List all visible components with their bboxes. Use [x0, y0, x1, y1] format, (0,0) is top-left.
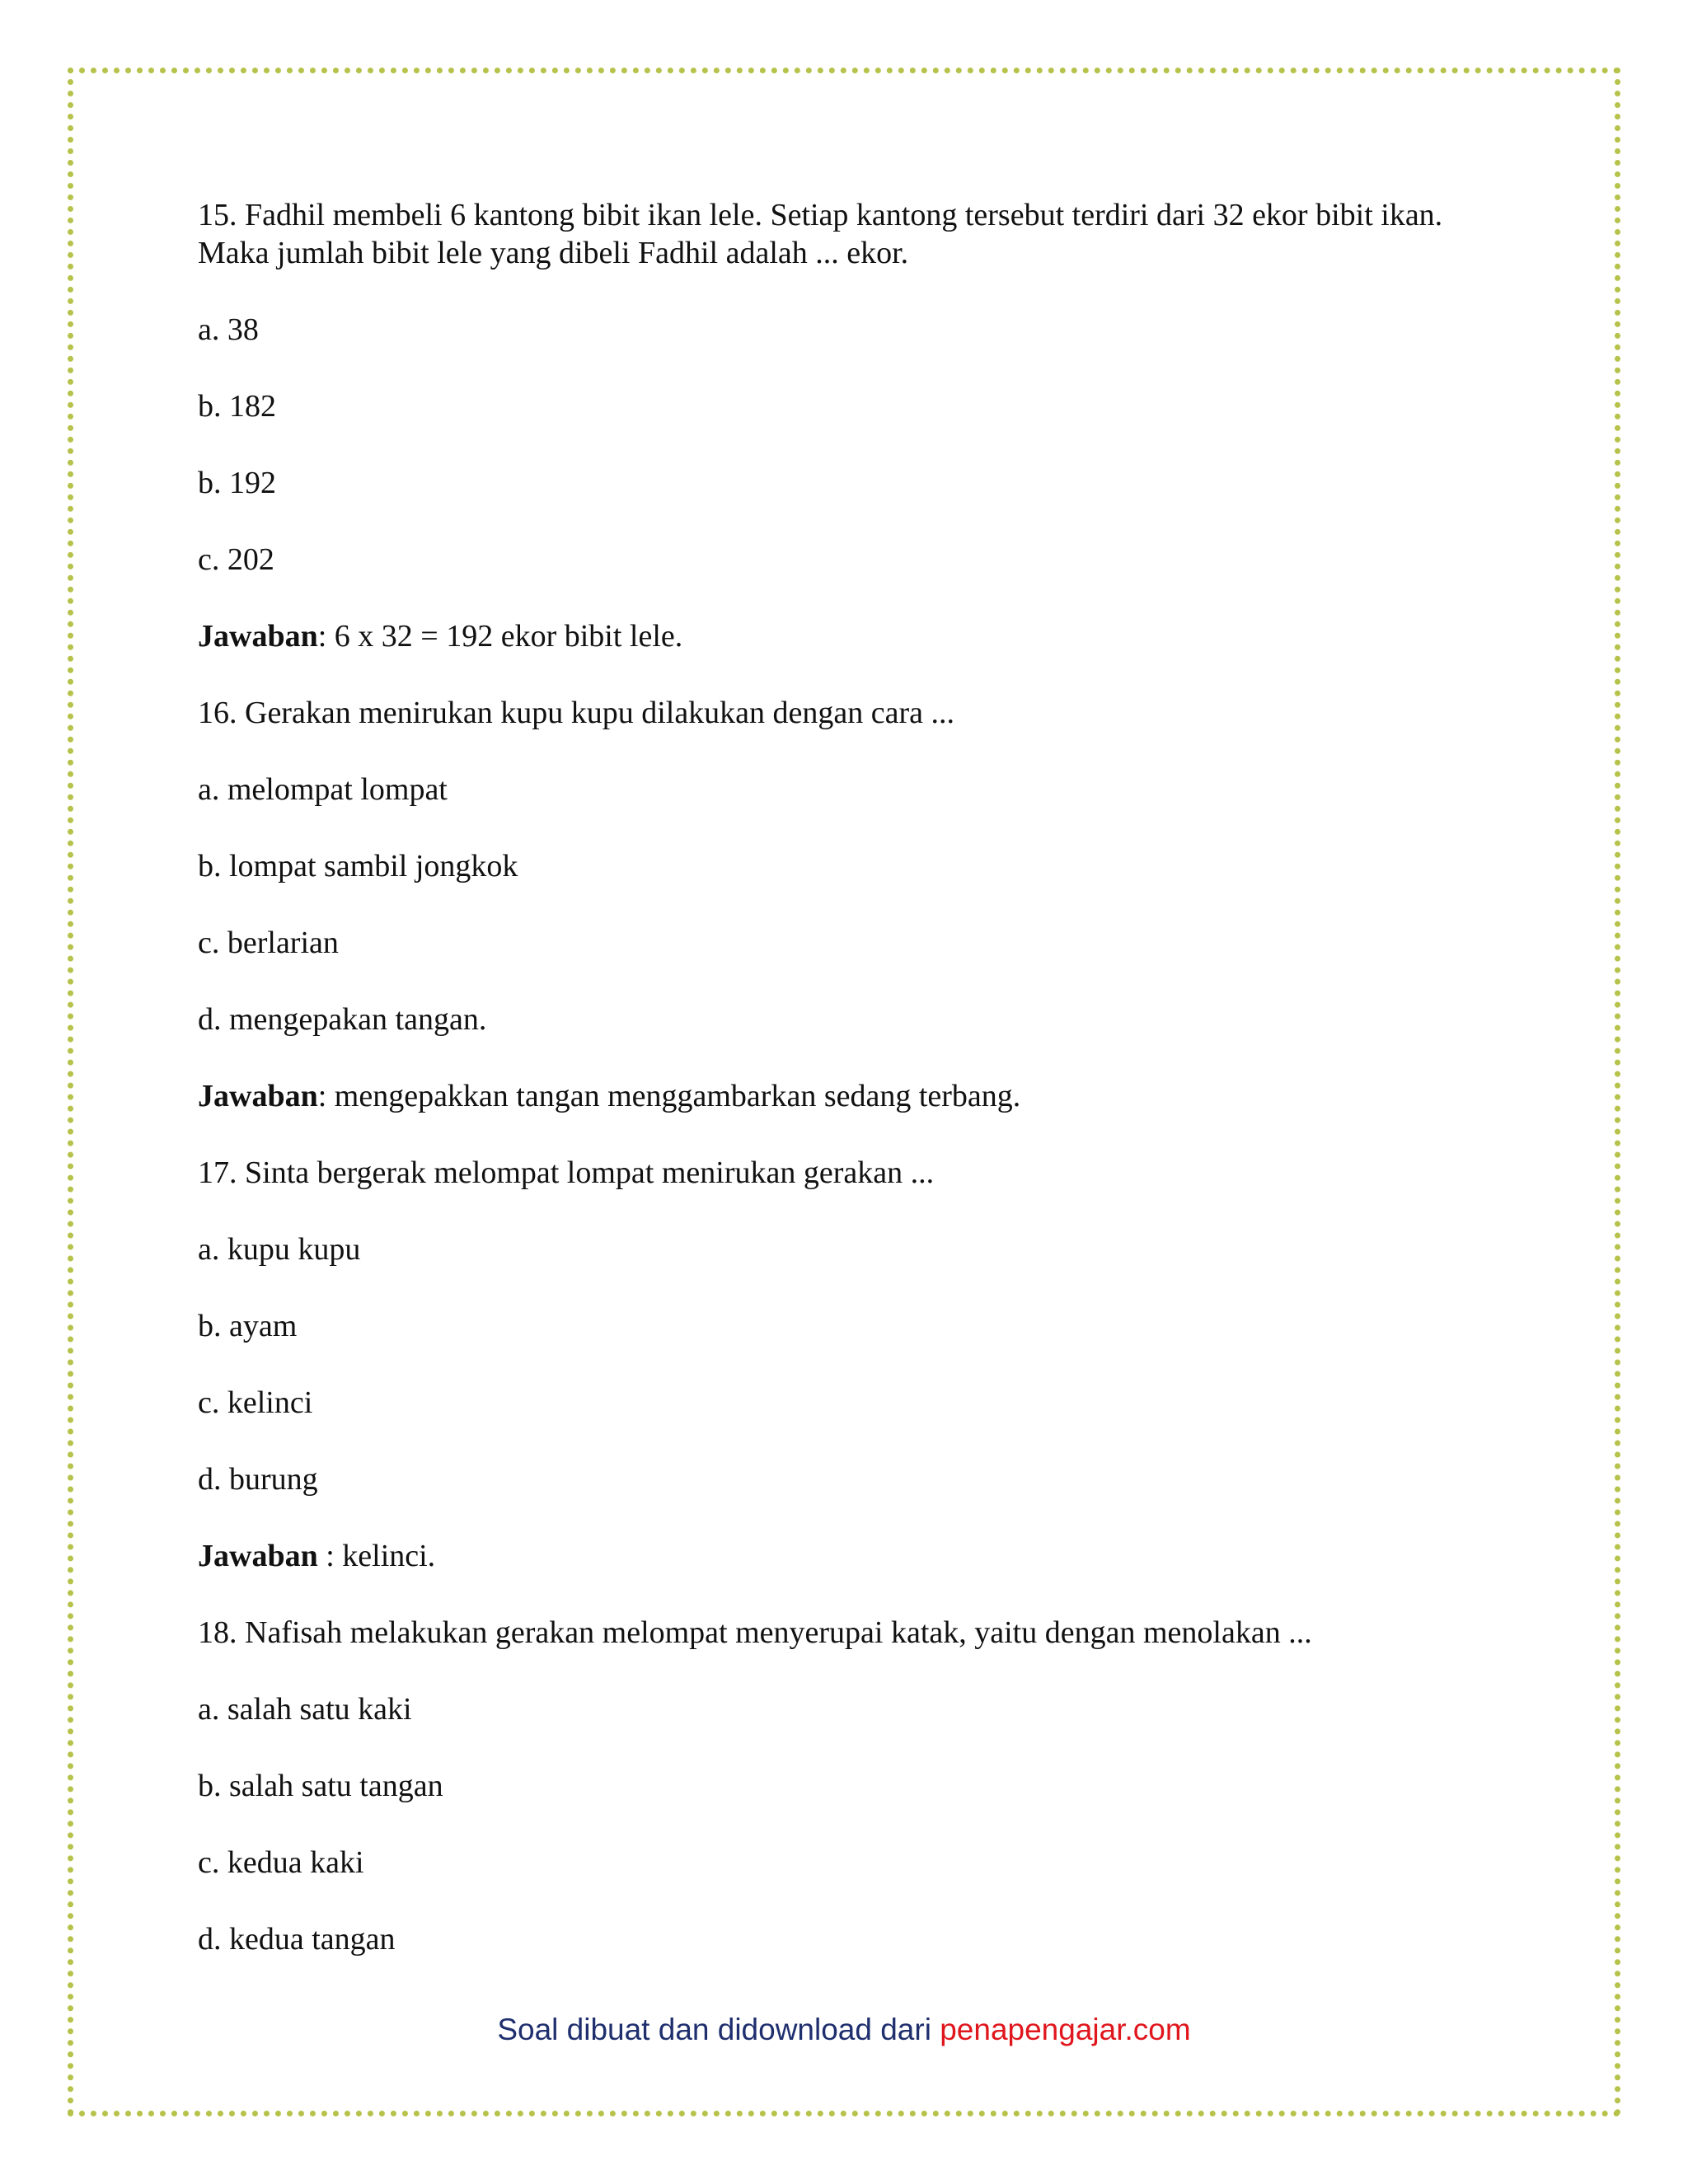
- option: d. kedua tangan: [198, 1922, 396, 1957]
- document-body: [198, 196, 1517, 1997]
- answer-17: [198, 1537, 1517, 1575]
- option: b. lompat sambil jongkok: [198, 849, 518, 883]
- option: d. burung: [198, 1462, 318, 1497]
- answer-text: : 6 x 32 = 192 ekor bibit lele.: [317, 619, 683, 654]
- option: a. salah satu kaki: [198, 1692, 412, 1727]
- answer-text: : mengepakkan tangan menggambarkan sedang terbang.: [317, 1079, 1021, 1113]
- option: a. kupu kupu: [198, 1232, 361, 1267]
- option: b. ayam: [198, 1309, 298, 1343]
- option: d. mengepakan tangan.: [198, 1002, 487, 1037]
- answer-label: Jawaban: [198, 1079, 318, 1113]
- question-17-text: 17. Sinta bergerak melompat lompat menirukan gerakan ...: [198, 1155, 935, 1190]
- answer-label: Jawaban: [198, 619, 318, 654]
- question-16-text: 16. Gerakan menirukan kupu kupu dilakukan dengan cara ...: [198, 696, 955, 730]
- option: c. berlarian: [198, 926, 339, 960]
- question-18-text: 18. Nafisah melakukan gerakan melompat menyerupai katak, yaitu dengan menolakan ...: [198, 1615, 1312, 1650]
- footer-prefix: Soal dibuat dan didownload dari: [497, 2013, 940, 2046]
- question-text: 15. Fadhil membeli 6 kantong bibit ikan lele. Setiap kantong tersebut terdiri dari 32 ekor bibit ikan. Maka jumlah bibit lele yang dibeli Fadhil adalah ... ekor.: [198, 198, 1443, 270]
- footer-credit: [0, 2013, 1688, 2047]
- answer-label: Jawaban: [198, 1539, 318, 1573]
- option: b. 182: [198, 389, 276, 424]
- question-15-text: [198, 196, 1517, 272]
- answer-text: : kelinci.: [317, 1539, 436, 1573]
- answer-16: [198, 1077, 1517, 1115]
- option: c. kelinci: [198, 1385, 313, 1420]
- option: b. salah satu tangan: [198, 1769, 443, 1803]
- answer-15: [198, 617, 1517, 655]
- option: b. 192: [198, 466, 276, 500]
- option: c. kedua kaki: [198, 1845, 364, 1880]
- option: c. 202: [198, 542, 274, 577]
- option: a. 38: [198, 312, 259, 347]
- footer-site-link[interactable]: penapengajar.com: [940, 2013, 1191, 2046]
- option: a. melompat lompat: [198, 772, 448, 807]
